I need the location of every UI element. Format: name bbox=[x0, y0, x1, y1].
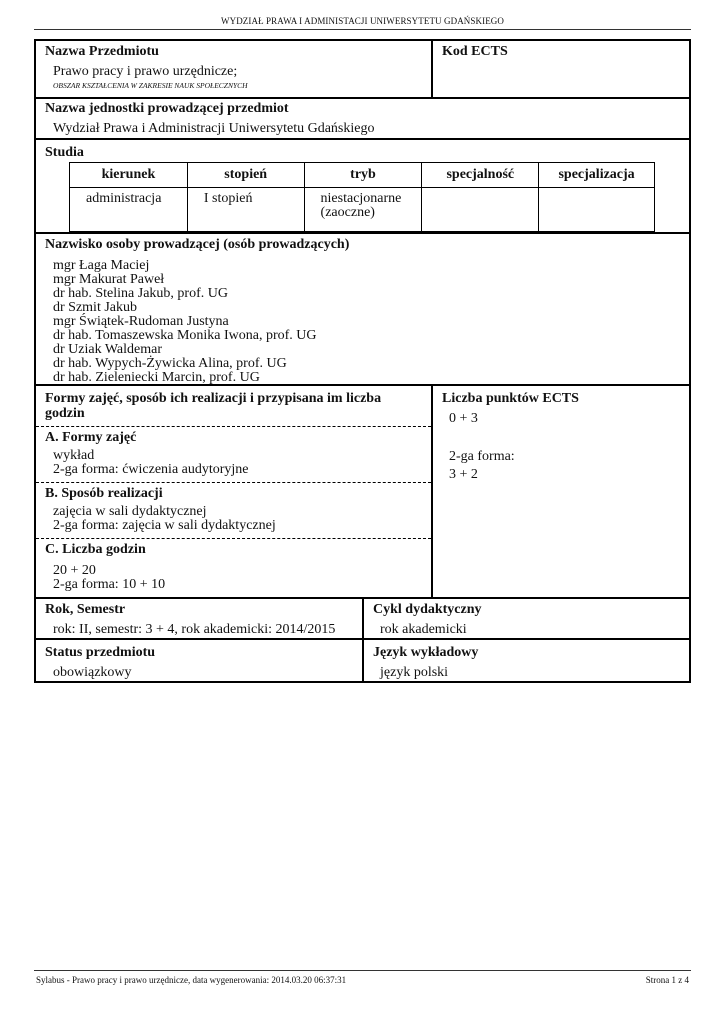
forms-c-label: C. Liczba godzin bbox=[45, 542, 146, 557]
forms-a-label: A. Formy zajęć bbox=[45, 430, 137, 445]
forms-ects-divider bbox=[431, 386, 433, 597]
lecturer-item: dr Uziak Waldemar bbox=[53, 342, 163, 357]
cell-specjalizacja bbox=[539, 188, 655, 232]
cell-tryb-line2: (zaoczne) bbox=[320, 205, 375, 220]
course-name-label: Nazwa Przedmiotu bbox=[45, 44, 159, 59]
col-specjalizacja: specjalizacja bbox=[539, 163, 655, 188]
status-language-box bbox=[34, 638, 691, 683]
lecturer-item: mgr Łaga Maciej bbox=[53, 258, 150, 273]
col-kierunek: kierunek bbox=[70, 163, 188, 188]
forms-b-value: zajęcia w sali dydaktycznej bbox=[53, 504, 207, 519]
footer-info: Sylabus - Prawo pracy i prawo urzędnicze, data wygenerowania: 2014.03.20 06:37:31 bbox=[36, 975, 347, 985]
forms-b-value: 2-ga forma: zajęcia w sali dydaktycznej bbox=[53, 518, 276, 533]
forms-divider bbox=[36, 482, 431, 483]
year-cycle-box bbox=[34, 597, 691, 640]
forms-c-value: 20 + 20 bbox=[53, 563, 96, 578]
forms-c-value: 2-ga forma: 10 + 10 bbox=[53, 577, 166, 592]
status-value: obowiązkowy bbox=[53, 665, 132, 680]
ects-code-label: Kod ECTS bbox=[442, 44, 508, 59]
forms-label-line1: Formy zajęć, sposób ich realizacji i przypisana im liczba bbox=[45, 391, 382, 406]
cycle-value: rok akademicki bbox=[380, 622, 467, 637]
unit-value: Wydział Prawa i Administracji Uniwersytetu Gdańskiego bbox=[53, 121, 375, 136]
course-divider bbox=[431, 41, 433, 97]
cell-stopien: I stopień bbox=[187, 188, 304, 232]
forms-a-value: wykład bbox=[53, 448, 95, 463]
year-label: Rok, Semestr bbox=[45, 602, 126, 617]
year-value: rok: II, semestr: 3 + 4, rok akademicki: 2014/2015 bbox=[53, 622, 336, 637]
course-name-value: Prawo pracy i prawo urzędnicze; bbox=[53, 64, 238, 79]
ects-points-label: Liczba punktów ECTS bbox=[442, 391, 579, 406]
course-area: OBSZAR KSZTAŁCENIA W ZAKRESIE NAUK SPOŁECZNYCH bbox=[53, 81, 248, 90]
forms-b-label: B. Sposób realizacji bbox=[45, 486, 163, 501]
ects-second-value: 3 + 2 bbox=[449, 467, 478, 482]
lecturer-item: dr hab. Zieleniecki Marcin, prof. UG bbox=[53, 370, 260, 385]
page-number: Strona 1 z 4 bbox=[645, 975, 689, 985]
forms-a-value: 2-ga forma: ćwiczenia audytoryjne bbox=[53, 462, 249, 477]
forms-box bbox=[34, 384, 691, 599]
course-name-box bbox=[34, 39, 691, 99]
studia-label: Studia bbox=[45, 145, 84, 160]
ects-second-label: 2-ga forma: bbox=[449, 449, 515, 464]
lecturer-item: dr hab. Stelina Jakub, prof. UG bbox=[53, 286, 228, 301]
forms-divider bbox=[36, 538, 431, 539]
lecturer-item: dr hab. Tomaszewska Monika Iwona, prof. UG bbox=[53, 328, 317, 343]
cycle-label: Cykl dydaktyczny bbox=[373, 602, 482, 617]
lecturer-item: dr Szmit Jakub bbox=[53, 300, 137, 315]
forms-divider bbox=[36, 426, 431, 427]
lecturers-label: Nazwisko osoby prowadzącej (osób prowadzących) bbox=[45, 237, 350, 252]
status-divider bbox=[362, 640, 364, 681]
footer-divider bbox=[34, 970, 691, 971]
cell-specjalnosc bbox=[422, 188, 539, 232]
lecturers-box bbox=[34, 232, 691, 386]
year-divider bbox=[362, 599, 364, 638]
col-tryb: tryb bbox=[304, 163, 422, 188]
cell-kierunek: administracja bbox=[70, 188, 188, 232]
lecturer-item: dr hab. Wypych-Żywicka Alina, prof. UG bbox=[53, 356, 287, 371]
lecturer-item: mgr Makurat Paweł bbox=[53, 272, 165, 287]
unit-box bbox=[34, 97, 691, 140]
status-label: Status przedmiotu bbox=[45, 645, 156, 660]
language-label: Język wykładowy bbox=[373, 645, 479, 660]
col-specjalnosc: specjalność bbox=[422, 163, 539, 188]
ects-points-value: 0 + 3 bbox=[449, 411, 478, 426]
col-stopien: stopień bbox=[187, 163, 304, 188]
cell-tryb bbox=[304, 188, 422, 232]
language-value: język polski bbox=[380, 665, 449, 680]
header-divider bbox=[34, 29, 691, 30]
cell-tryb-line1: niestacjonarne bbox=[320, 191, 402, 206]
lecturer-item: mgr Świątek-Rudoman Justyna bbox=[53, 314, 229, 329]
studia-table bbox=[69, 162, 655, 232]
page-header: WYDZIAŁ PRAWA I ADMINISTACJI UNIWERSYTETU GDAŃSKIEGO bbox=[221, 16, 504, 26]
unit-label: Nazwa jednostki prowadzącej przedmiot bbox=[45, 101, 289, 116]
forms-label-line2: godzin bbox=[45, 406, 85, 421]
